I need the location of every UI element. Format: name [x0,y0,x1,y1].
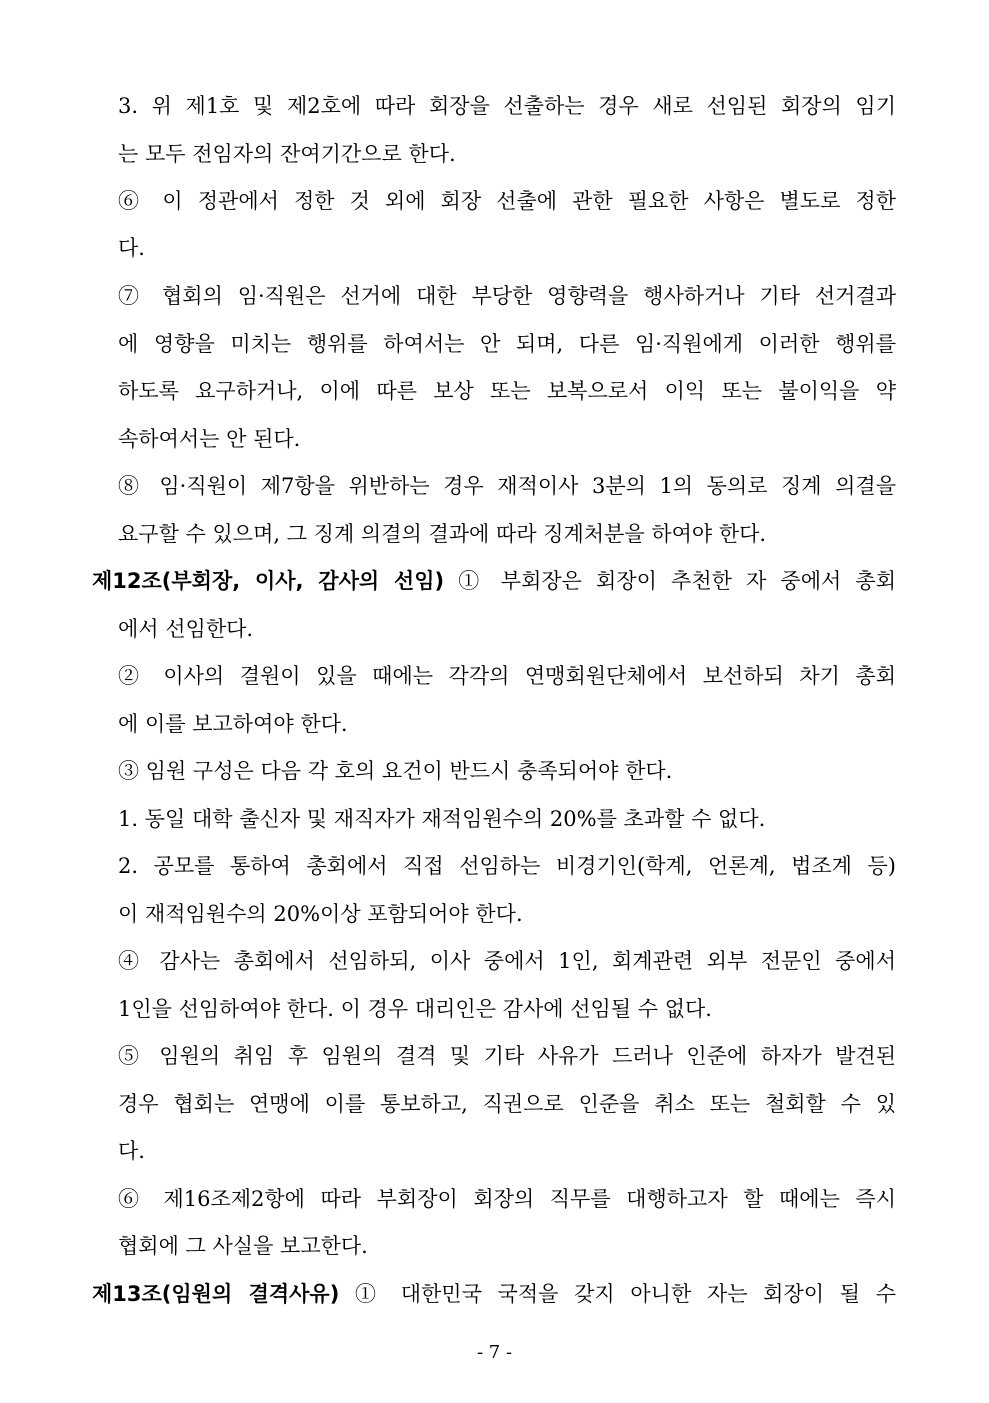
page-number: - 7 - [476,1342,513,1363]
body-line: 1. 동일 대학 출신자 및 재직자가 재적임원수의 20%를 초과할 수 없다. [118,807,766,831]
body-line: ② 이사의 결원이 있을 때에는 각각의 연맹회원단체에서 보선하되 차기 총회 [118,664,896,688]
article-13-text: ① 대한민국 국적을 갖지 아니한 자는 회장이 될 수 [339,1282,896,1306]
body-line: 에서 선임한다. [118,617,254,641]
body-line: 다. [118,1139,145,1163]
body-line: 2. 공모를 통하여 총회에서 직접 선임하는 비경기인(학계, 언론계, 법조계 등) [118,854,896,878]
body-line: 이 재적임원수의 20%이상 포함되어야 한다. [118,902,523,926]
body-line: 에 영향을 미치는 행위를 하여서는 안 되며, 다른 임·직원에게 이러한 행위를 [118,332,896,356]
body-line: ⑤ 임원의 취임 후 임원의 결격 및 기타 사유가 드러나 인준에 하자가 발견된 [118,1044,896,1068]
body-line: 3. 위 제1호 및 제2호에 따라 회장을 선출하는 경우 새로 선임된 회장의 임기 [118,94,896,118]
article-13-heading-line [92,1280,896,1308]
body-line: 1인을 선임하여야 한다. 이 경우 대리인은 감사에 선임될 수 없다. [118,997,712,1021]
body-line: 하도록 요구하거나, 이에 따른 보상 또는 보복으로서 이익 또는 불이익을 약 [118,379,896,403]
body-line: 요구할 수 있으며, 그 징계 의결의 결과에 따라 징계처분을 하여야 한다. [118,522,767,546]
body-line: ⑦ 협회의 임·직원은 선거에 대한 부당한 영향력을 행사하거나 기타 선거결과 [118,284,896,308]
body-line: 협회에 그 사실을 보고한다. [118,1234,368,1258]
body-line: ⑥ 제16조제2항에 따라 부회장이 회장의 직무를 대행하고자 할 때에는 즉시 [118,1187,896,1211]
body-line: 에 이를 보고하여야 한다. [118,712,348,736]
body-line: 경우 협회는 연맹에 이를 통보하고, 직권으로 인준을 취소 또는 철회할 수 있 [118,1092,896,1116]
body-line: ⑧ 임·직원이 제7항을 위반하는 경우 재적이사 3분의 1의 동의로 징계 의결을 [118,474,896,498]
body-line: 다. [118,236,145,260]
article-12-text: ① 부회장은 회장이 추천한 자 중에서 총회 [444,569,896,593]
body-line: ④ 감사는 총회에서 선임하되, 이사 중에서 1인, 회계관련 외부 전문인 중에서 [118,949,896,973]
article-13-title: 제13조(임원의 결격사유) [92,1282,340,1306]
body-line: 는 모두 전임자의 잔여기간으로 한다. [118,142,456,166]
body-line: ⑥ 이 정관에서 정한 것 외에 회장 선출에 관한 필요한 사항은 별도로 정한 [118,189,896,213]
article-12-title: 제12조(부회장, 이사, 감사의 선임) [92,569,445,593]
article-12-heading-line [92,567,896,595]
body-line: ③ 임원 구성은 다음 각 호의 요건이 반드시 충족되어야 한다. [118,759,673,783]
body-line: 속하여서는 안 된다. [118,427,301,451]
